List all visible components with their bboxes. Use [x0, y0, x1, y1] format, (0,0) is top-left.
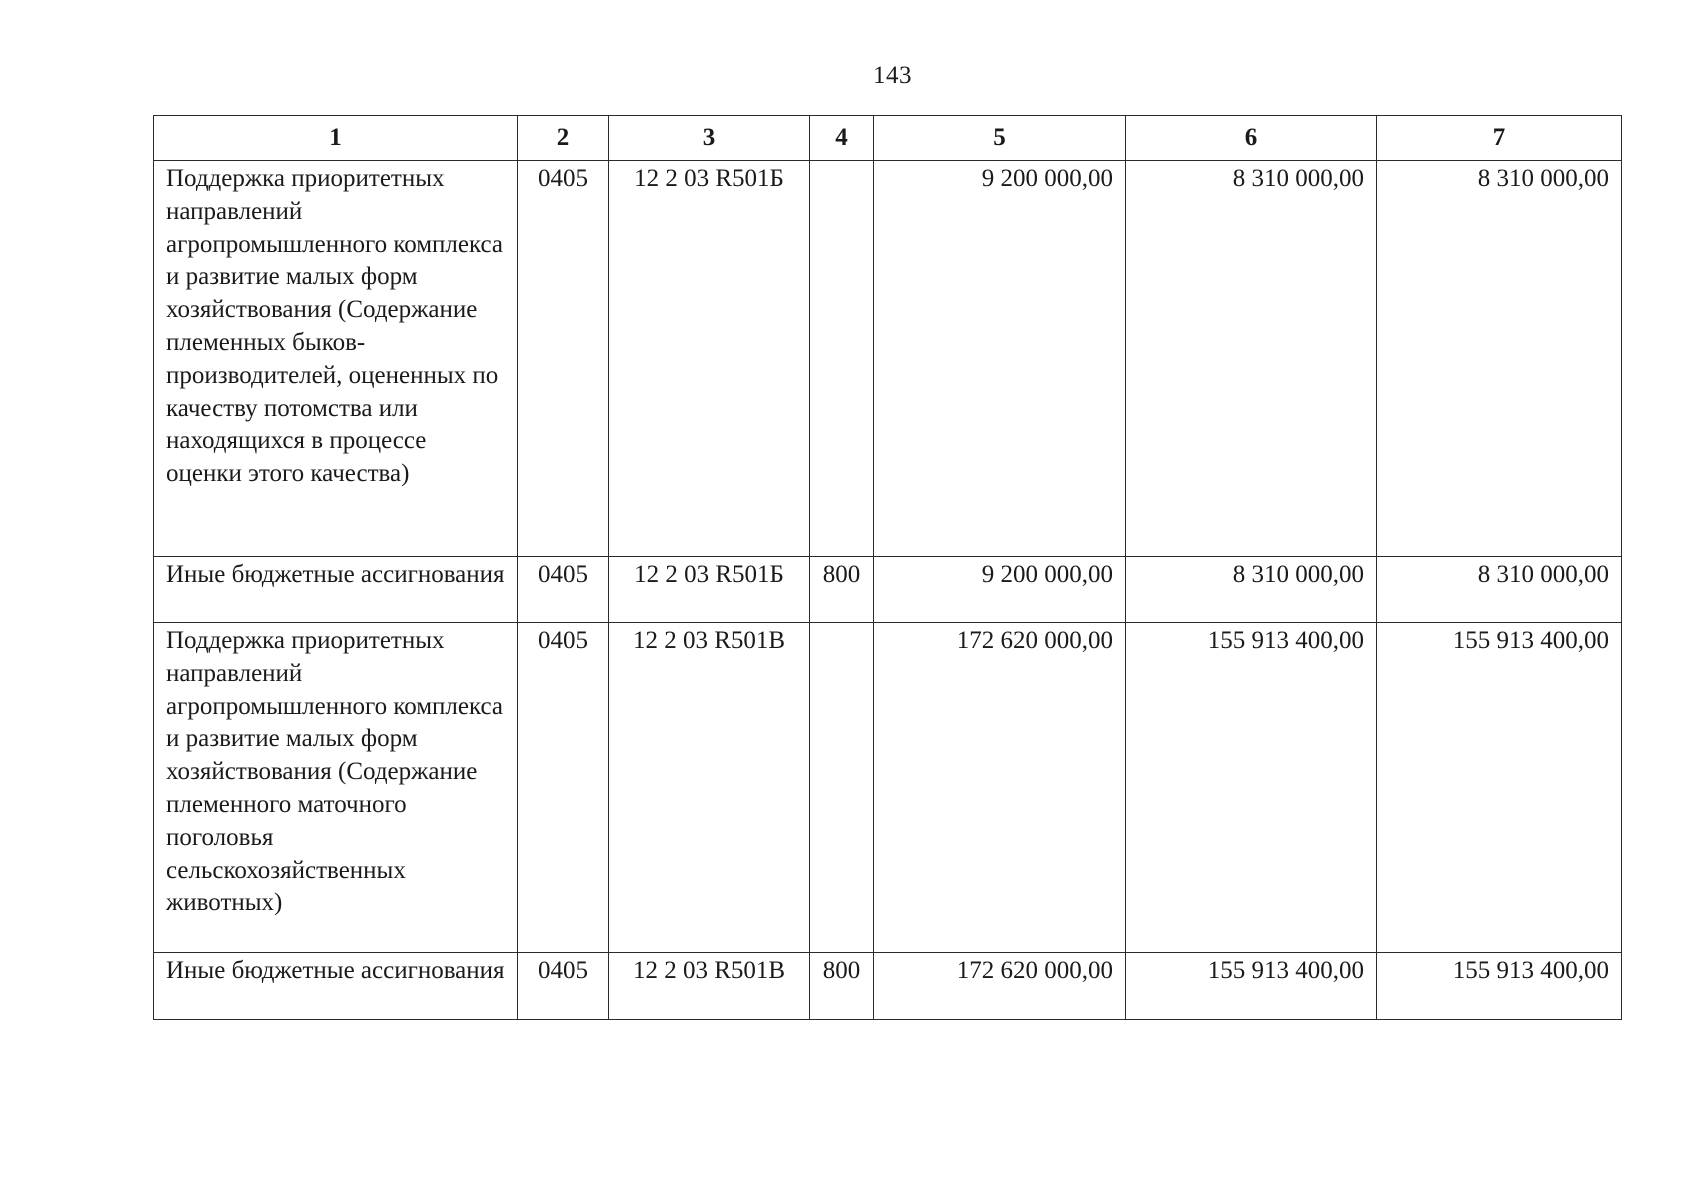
row-amount-1-cell: 172 620 000,00: [874, 623, 1126, 953]
row-target-cell: 12 2 03 R501В: [609, 953, 810, 1020]
table-row: [154, 557, 1622, 623]
row-section-cell: 0405: [518, 557, 609, 623]
row-expense-type-cell: 800: [810, 953, 874, 1020]
row-amount-3-cell: 8 310 000,00: [1377, 161, 1622, 557]
row-expense-type-cell: [810, 623, 874, 953]
table-row: [154, 623, 1622, 953]
row-amount-1-cell: 9 200 000,00: [874, 161, 1126, 557]
budget-table: [153, 115, 1622, 1020]
row-target-cell: 12 2 03 R501В: [609, 623, 810, 953]
row-amount-2-cell: 8 310 000,00: [1126, 557, 1377, 623]
row-target-cell: 12 2 03 R501Б: [609, 161, 810, 557]
row-amount-3-cell: 8 310 000,00: [1377, 557, 1622, 623]
table-row: [154, 953, 1622, 1020]
row-amount-3-cell: 155 913 400,00: [1377, 623, 1622, 953]
row-amount-2-cell: 8 310 000,00: [1126, 161, 1377, 557]
row-target-cell: 12 2 03 R501Б: [609, 557, 810, 623]
row-name-cell: Иные бюджетные ассигнования: [154, 557, 518, 623]
row-amount-1-cell: 9 200 000,00: [874, 557, 1126, 623]
row-expense-type-cell: [810, 161, 874, 557]
row-name-cell: Поддержка приоритетных направлений агропромышленного комплекса и развитие малых форм хозяйствования (Содержание племенных быков-производителей, оцененных по качеству потомства или находящихся в процессе оценки этого качества): [154, 161, 518, 557]
row-section-cell: 0405: [518, 161, 609, 557]
column-header-5: 5: [874, 116, 1126, 161]
row-amount-2-cell: 155 913 400,00: [1126, 623, 1377, 953]
row-name-cell: Иные бюджетные ассигнования: [154, 953, 518, 1020]
table-row: [154, 161, 1622, 557]
column-header-3: 3: [609, 116, 810, 161]
row-amount-1-cell: 172 620 000,00: [874, 953, 1126, 1020]
row-section-cell: 0405: [518, 623, 609, 953]
row-amount-2-cell: 155 913 400,00: [1126, 953, 1377, 1020]
header-row: [154, 116, 1622, 161]
row-section-cell: 0405: [518, 953, 609, 1020]
column-header-2: 2: [518, 116, 609, 161]
row-name-cell: Поддержка приоритетных направлений агропромышленного комплекса и развитие малых форм хозяйствования (Содержание племенного маточного поголовья сельскохозяйственных животных): [154, 623, 518, 953]
column-header-4: 4: [810, 116, 874, 161]
column-header-1: 1: [154, 116, 518, 161]
row-expense-type-cell: 800: [810, 557, 874, 623]
column-header-6: 6: [1126, 116, 1377, 161]
column-header-7: 7: [1377, 116, 1622, 161]
page-number: 143: [873, 62, 912, 89]
row-amount-3-cell: 155 913 400,00: [1377, 953, 1622, 1020]
